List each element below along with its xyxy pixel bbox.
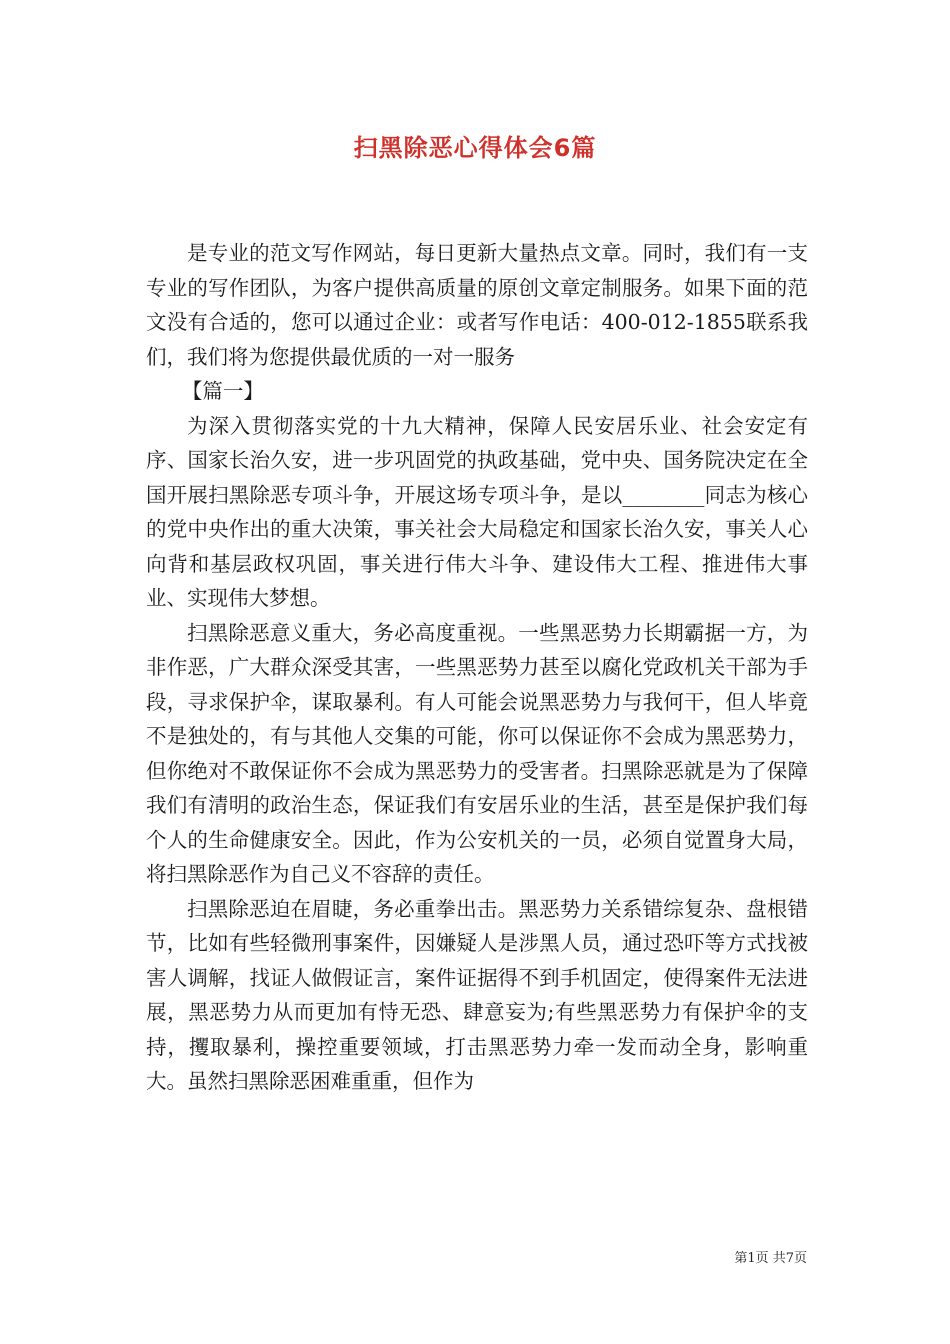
page-number: 第1页 共7页 bbox=[734, 1251, 807, 1266]
intro-paragraph: 是专业的范文写作网站，每日更新大量热点文章。同时，我们有一支专业的写作团队，为客户提供高质量的原创文章定制服务。如果下面的范文没有合适的，您可以通过企业：或者写作电话：400-012-1855联系我们，我们将为您提供最优质的一对一服务 bbox=[146, 241, 808, 369]
body-paragraph: 扫黑除恶意义重大，务必高度重视。一些黑恶势力长期霸据一方，为非作恶，广大群众深受其害，一些黑恶势力甚至以腐化党政机关干部为手段，寻求保护伞，谋取暴利。有人可能会说黑恶势力与我何干，但人毕竟不是独处的，有与其他人交集的可能，你可以保证你不会成为黑恶势力，但你绝对不敢保证你不会成为黑恶势力的受害者。扫黑除恶就是为了保障我们有清明的政治生态，保证我们有安居乐业的生活，甚至是保护我们每个人的生命健康安全。因此，作为公安机关的一员，必须自觉置身大局，将扫黑除恶作为自己义不容辞的责任。 bbox=[146, 620, 808, 886]
document-title: 扫黑除恶心得体会6篇 bbox=[353, 134, 597, 162]
section-heading: 【篇一】 bbox=[181, 379, 264, 403]
body-paragraph: 扫黑除恶迫在眉睫，务必重拳出击。黑恶势力关系错综复杂、盘根错节，比如有些轻微刑事案件，因嫌疑人是涉黑人员，通过恐吓等方式找被害人调解，找证人做假证言，案件证据得不到手机固定，使得案件无法进展，黑恶势力从而更加有恃无恐、肆意妄为;有些黑恶势力有保护伞的支持，攫取暴利，操控重要领域，打击黑恶势力牵一发而动全身，影响重大。虽然扫黑除恶困难重重，但作为 bbox=[146, 896, 808, 1093]
body-paragraph: 为深入贯彻落实党的十九大精神，保障人民安居乐业、社会安定有序、国家长治久安，进一步巩固党的执政基础，党中央、国务院决定在全国开展扫黑除恶专项斗争，开展这场专项斗争，是以________同志为核心的党中央作出的重大决策，事关社会大局稳定和国家长治久安，事关人心向背和基层政权巩固，事关进行伟大斗争、建设伟大工程、推进伟大事业、实现伟大梦想。 bbox=[146, 413, 808, 610]
document-body bbox=[146, 236, 808, 1099]
